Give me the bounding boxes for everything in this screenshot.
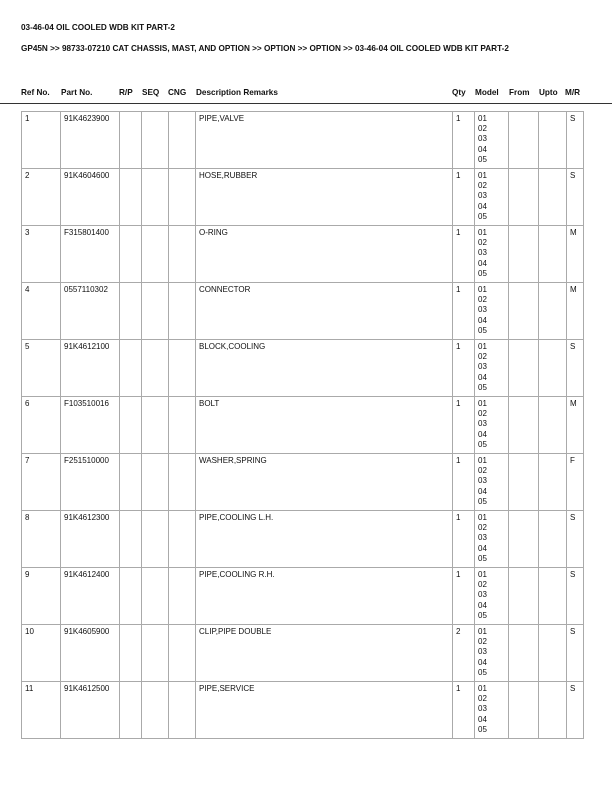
- mr-cell: S: [567, 112, 584, 169]
- rp-cell: [120, 682, 142, 739]
- description-cell: CLIP,PIPE DOUBLE: [196, 625, 453, 682]
- cng-cell: [169, 112, 196, 169]
- cng-cell: [169, 283, 196, 340]
- qty-cell: 2: [453, 625, 475, 682]
- model-code: 01: [478, 570, 487, 579]
- qty-cell: 1: [453, 397, 475, 454]
- mr-cell: M: [567, 226, 584, 283]
- model-cell: [475, 568, 509, 625]
- seq-cell: [142, 340, 169, 397]
- model-code: 01: [478, 513, 487, 522]
- model-code: 04: [478, 315, 487, 325]
- model-code: 03: [478, 362, 487, 372]
- model-cell: [475, 397, 509, 454]
- description-cell: PIPE,COOLING R.H.: [196, 568, 453, 625]
- table-row: [22, 625, 584, 682]
- part-no-cell: F103510016: [61, 397, 120, 454]
- ref-cell: 5: [22, 340, 61, 397]
- part-no-cell: 91K4612500: [61, 682, 120, 739]
- model-code: 02: [478, 295, 487, 305]
- qty-cell: 1: [453, 568, 475, 625]
- model-code: 05: [478, 610, 487, 620]
- mr-cell: S: [567, 625, 584, 682]
- seq-cell: [142, 169, 169, 226]
- ref-cell: 7: [22, 454, 61, 511]
- model-code: 04: [478, 372, 487, 382]
- model-code: 04: [478, 543, 487, 553]
- description-cell: PIPE,SERVICE: [196, 682, 453, 739]
- model-cell: [475, 283, 509, 340]
- table-row: [22, 511, 584, 568]
- from-cell: [509, 169, 539, 226]
- header-desc: Description Remarks: [196, 88, 278, 97]
- cng-cell: [169, 226, 196, 283]
- part-no-cell: F251510000: [61, 454, 120, 511]
- seq-cell: [142, 625, 169, 682]
- model-code: 01: [478, 228, 487, 237]
- model-code: 01: [478, 342, 487, 351]
- rp-cell: [120, 397, 142, 454]
- header-qty: Qty: [452, 88, 466, 97]
- table-row: [22, 682, 584, 739]
- table-row: [22, 340, 584, 397]
- part-no-cell: 91K4604600: [61, 169, 120, 226]
- seq-cell: [142, 283, 169, 340]
- model-code: 04: [478, 486, 487, 496]
- part-no-cell: 91K4612400: [61, 568, 120, 625]
- model-code: 05: [478, 211, 487, 221]
- cng-cell: [169, 682, 196, 739]
- model-code: 03: [478, 704, 487, 714]
- upto-cell: [539, 283, 567, 340]
- seq-cell: [142, 682, 169, 739]
- mr-cell: M: [567, 283, 584, 340]
- mr-cell: M: [567, 397, 584, 454]
- model-code: 03: [478, 305, 487, 315]
- ref-cell: 9: [22, 568, 61, 625]
- model-code: 02: [478, 409, 487, 419]
- model-code: 03: [478, 419, 487, 429]
- model-code: 03: [478, 248, 487, 258]
- ref-cell: 6: [22, 397, 61, 454]
- header-mr: M/R: [565, 88, 581, 97]
- qty-cell: 1: [453, 226, 475, 283]
- table-row: [22, 568, 584, 625]
- ref-cell: 8: [22, 511, 61, 568]
- model-code: 02: [478, 637, 487, 647]
- upto-cell: [539, 625, 567, 682]
- model-code: 03: [478, 134, 487, 144]
- from-cell: [509, 226, 539, 283]
- qty-cell: 1: [453, 283, 475, 340]
- seq-cell: [142, 226, 169, 283]
- upto-cell: [539, 511, 567, 568]
- breadcrumb: GP45N >> 98733-07210 CAT CHASSIS, MAST, AND OPTION >> OPTION >> OPTION >> 03-46-04 OIL COOLED WDB KIT PART-2: [21, 44, 509, 53]
- model-code: 05: [478, 667, 487, 677]
- table-row: [22, 112, 584, 169]
- model-code: 05: [478, 496, 487, 506]
- description-cell: O-RING: [196, 226, 453, 283]
- model-code: 01: [478, 456, 487, 465]
- ref-cell: 2: [22, 169, 61, 226]
- model-code: 04: [478, 144, 487, 154]
- model-cell: [475, 625, 509, 682]
- header-cng: CNG: [168, 88, 187, 97]
- qty-cell: 1: [453, 511, 475, 568]
- model-cell: [475, 454, 509, 511]
- model-code: 03: [478, 647, 487, 657]
- seq-cell: [142, 568, 169, 625]
- model-code: 05: [478, 439, 487, 449]
- model-cell: [475, 511, 509, 568]
- ref-cell: 3: [22, 226, 61, 283]
- model-code: 04: [478, 258, 487, 268]
- from-cell: [509, 397, 539, 454]
- from-cell: [509, 682, 539, 739]
- qty-cell: 1: [453, 112, 475, 169]
- qty-cell: 1: [453, 682, 475, 739]
- description-cell: BLOCK,COOLING: [196, 340, 453, 397]
- model-code: 01: [478, 627, 487, 636]
- part-no-cell: 91K4623900: [61, 112, 120, 169]
- upto-cell: [539, 112, 567, 169]
- upto-cell: [539, 226, 567, 283]
- model-cell: [475, 682, 509, 739]
- cng-cell: [169, 625, 196, 682]
- table-row: [22, 397, 584, 454]
- upto-cell: [539, 682, 567, 739]
- mr-cell: S: [567, 511, 584, 568]
- mr-cell: S: [567, 340, 584, 397]
- part-no-cell: 91K4605900: [61, 625, 120, 682]
- rp-cell: [120, 340, 142, 397]
- model-code: 03: [478, 476, 487, 486]
- header-from: From: [509, 88, 530, 97]
- seq-cell: [142, 454, 169, 511]
- model-code: 05: [478, 325, 487, 335]
- model-code: 05: [478, 553, 487, 563]
- from-cell: [509, 625, 539, 682]
- header-model: Model: [475, 88, 499, 97]
- ref-cell: 11: [22, 682, 61, 739]
- model-code: 02: [478, 523, 487, 533]
- mr-cell: F: [567, 454, 584, 511]
- model-code: 04: [478, 714, 487, 724]
- seq-cell: [142, 112, 169, 169]
- cng-cell: [169, 454, 196, 511]
- model-code: 02: [478, 124, 487, 134]
- seq-cell: [142, 511, 169, 568]
- model-code: 05: [478, 154, 487, 164]
- header-seq: SEQ: [142, 88, 160, 97]
- upto-cell: [539, 454, 567, 511]
- mr-cell: S: [567, 169, 584, 226]
- cng-cell: [169, 511, 196, 568]
- model-code: 05: [478, 382, 487, 392]
- qty-cell: 1: [453, 169, 475, 226]
- model-code: 02: [478, 181, 487, 191]
- model-cell: [475, 169, 509, 226]
- model-code: 05: [478, 724, 487, 734]
- table-row: [22, 283, 584, 340]
- rp-cell: [120, 511, 142, 568]
- upto-cell: [539, 397, 567, 454]
- page-title: 03-46-04 OIL COOLED WDB KIT PART-2: [21, 23, 175, 32]
- ref-cell: 10: [22, 625, 61, 682]
- qty-cell: 1: [453, 340, 475, 397]
- from-cell: [509, 112, 539, 169]
- cng-cell: [169, 397, 196, 454]
- description-cell: WASHER,SPRING: [196, 454, 453, 511]
- model-code: 04: [478, 657, 487, 667]
- ref-cell: 4: [22, 283, 61, 340]
- model-code: 03: [478, 533, 487, 543]
- model-code: 01: [478, 285, 487, 294]
- rp-cell: [120, 226, 142, 283]
- mr-cell: S: [567, 568, 584, 625]
- part-no-cell: F315801400: [61, 226, 120, 283]
- part-no-cell: 0557110302: [61, 283, 120, 340]
- header-part: Part No.: [61, 88, 93, 97]
- description-cell: BOLT: [196, 397, 453, 454]
- rp-cell: [120, 625, 142, 682]
- cng-cell: [169, 568, 196, 625]
- upto-cell: [539, 340, 567, 397]
- description-cell: CONNECTOR: [196, 283, 453, 340]
- description-cell: PIPE,VALVE: [196, 112, 453, 169]
- model-cell: [475, 226, 509, 283]
- seq-cell: [142, 397, 169, 454]
- model-code: 02: [478, 580, 487, 590]
- model-code: 01: [478, 399, 487, 408]
- qty-cell: 1: [453, 454, 475, 511]
- model-code: 02: [478, 466, 487, 476]
- rp-cell: [120, 454, 142, 511]
- model-code: 01: [478, 114, 487, 123]
- model-code: 03: [478, 590, 487, 600]
- header-upto: Upto: [539, 88, 558, 97]
- table-row: [22, 226, 584, 283]
- cng-cell: [169, 340, 196, 397]
- from-cell: [509, 511, 539, 568]
- model-code: 03: [478, 191, 487, 201]
- model-code: 05: [478, 268, 487, 278]
- model-code: 01: [478, 171, 487, 180]
- model-code: 04: [478, 429, 487, 439]
- cng-cell: [169, 169, 196, 226]
- description-cell: HOSE,RUBBER: [196, 169, 453, 226]
- table-header: [0, 86, 612, 104]
- ref-cell: 1: [22, 112, 61, 169]
- model-cell: [475, 112, 509, 169]
- description-cell: PIPE,COOLING L.H.: [196, 511, 453, 568]
- mr-cell: S: [567, 682, 584, 739]
- table-row: [22, 169, 584, 226]
- table-row: [22, 454, 584, 511]
- part-no-cell: 91K4612300: [61, 511, 120, 568]
- rp-cell: [120, 112, 142, 169]
- from-cell: [509, 340, 539, 397]
- model-code: 02: [478, 238, 487, 248]
- model-code: 02: [478, 694, 487, 704]
- from-cell: [509, 568, 539, 625]
- model-cell: [475, 340, 509, 397]
- header-ref: Ref No.: [21, 88, 50, 97]
- model-code: 04: [478, 201, 487, 211]
- model-code: 01: [478, 684, 487, 693]
- rp-cell: [120, 169, 142, 226]
- parts-table: [21, 111, 584, 739]
- rp-cell: [120, 283, 142, 340]
- upto-cell: [539, 169, 567, 226]
- part-no-cell: 91K4612100: [61, 340, 120, 397]
- model-code: 04: [478, 600, 487, 610]
- from-cell: [509, 454, 539, 511]
- rp-cell: [120, 568, 142, 625]
- header-rp: R/P: [119, 88, 133, 97]
- model-code: 02: [478, 352, 487, 362]
- from-cell: [509, 283, 539, 340]
- upto-cell: [539, 568, 567, 625]
